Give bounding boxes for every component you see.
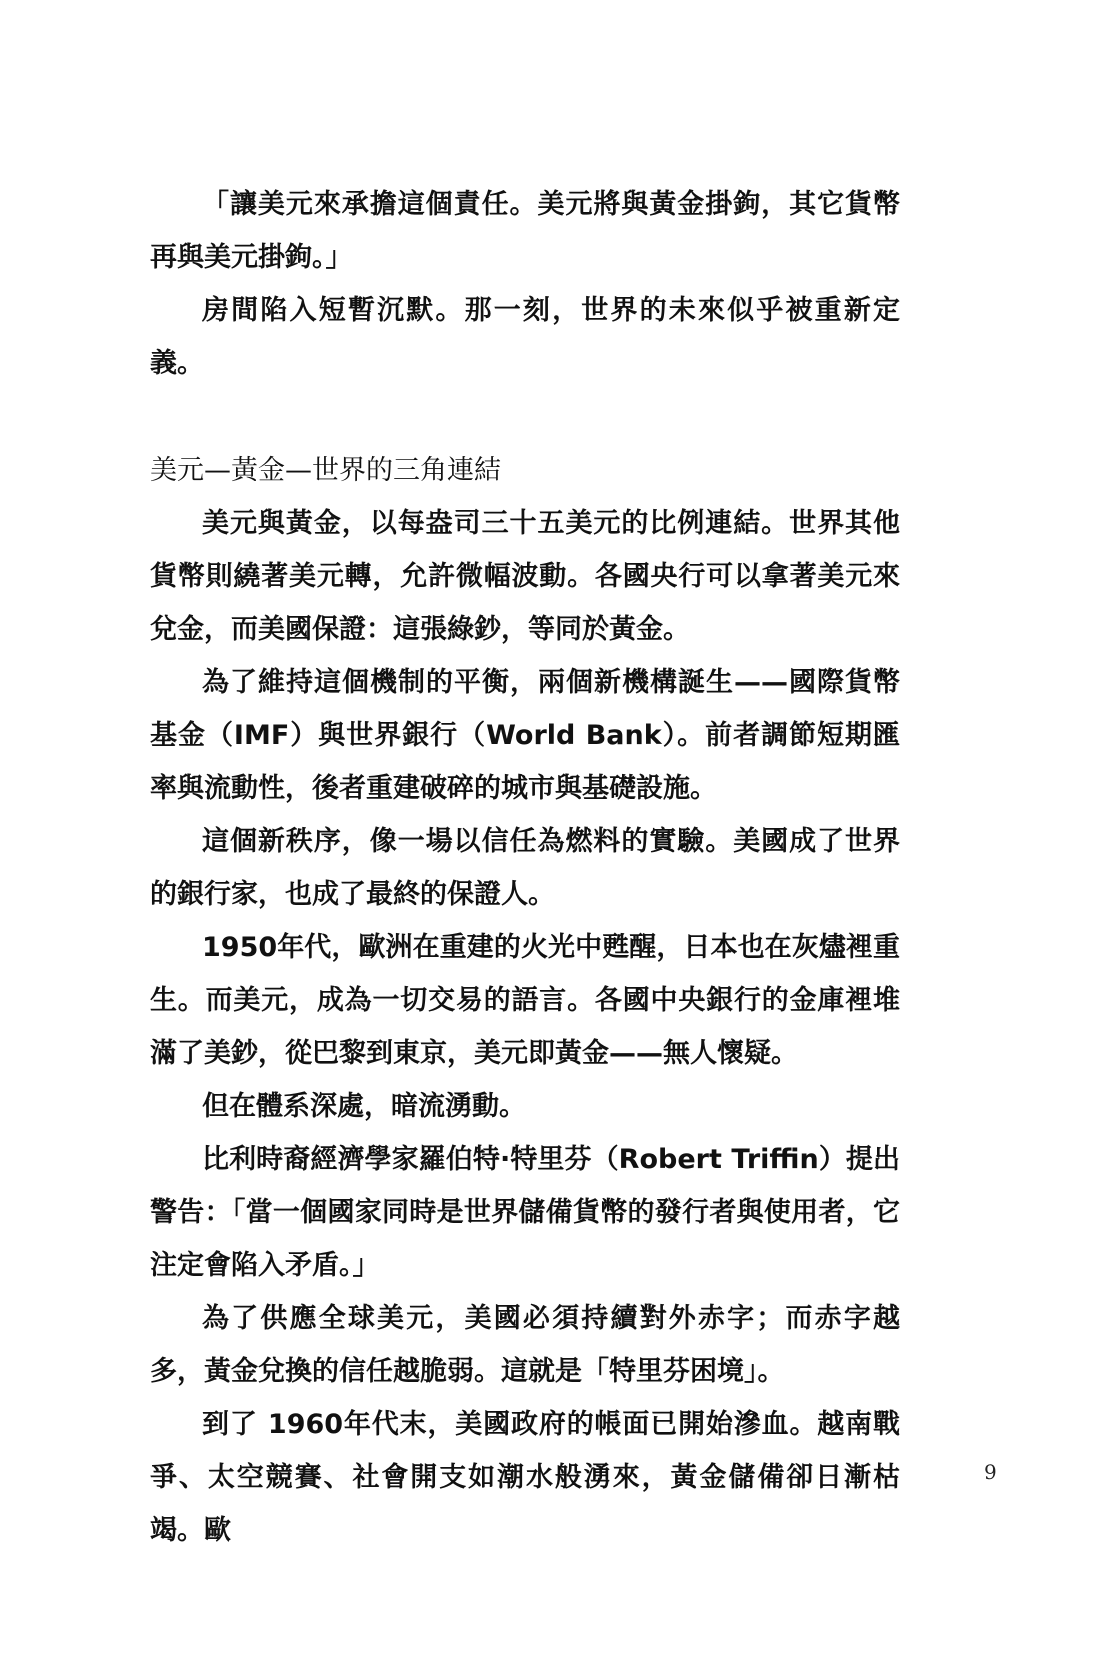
paragraph-triffin-dilemma: 為了供應全球美元，美國必須持續對外赤字；而赤字越多，黃金兌換的信任越脆弱。這就是「特里芬困境」。 bbox=[150, 1303, 900, 1387]
paragraph-1950s: 1950年代，歐洲在重建的火光中甦醒，日本也在灰燼裡重生。而美元，成為一切交易的語言。各國中央銀行的金庫裡堆滿了美鈔，從巴黎到東京，美元即黃金——無人懷疑。 bbox=[150, 932, 900, 1069]
page-number: 9 bbox=[984, 1460, 997, 1484]
paragraph-new-order: 這個新秩序，像一場以信任為燃料的實驗。美國成了世界的銀行家，也成了最終的保證人。 bbox=[150, 826, 900, 910]
paragraph-undercurrent: 但在體系深處，暗流湧動。 bbox=[202, 1091, 526, 1122]
triffin-quote: 「當一個國家同時是世界儲備貨幣的發行者與使用者，它注定會陷入矛盾。」 bbox=[150, 1197, 901, 1281]
section-heading: 美元—黃金—世界的三角連結 bbox=[150, 455, 501, 486]
triffin-intro: 比利時裔經濟學家羅伯特·特里芬（Robert Triffin）提出警告： bbox=[150, 1144, 900, 1228]
paragraph-dollar-responsibility: 「讓美元來承擔這個責任。美元將與黃金掛鉤，其它貨幣再與美元掛鉤。」 bbox=[150, 189, 900, 273]
body-text bbox=[150, 178, 900, 1557]
paragraph-imf-worldbank: 為了維持這個機制的平衡，兩個新機構誕生——國際貨幣基金（IMF）與世界銀行（World Bank）。前者調節短期匯率與流動性，後者重建破碎的城市與基礎設施。 bbox=[150, 667, 900, 804]
paragraph-room-silence: 房間陷入短暫沉默。那一刻，世界的未來似乎被重新定義。 bbox=[150, 295, 900, 379]
paragraph-gold-link: 美元與黃金，以每盎司三十五美元的比例連結。世界其他貨幣則繞著美元轉，允許微幅波動。各國央行可以拿著美元來兌金，而美國保證：這張綠鈔，等同於黃金。 bbox=[150, 508, 900, 645]
paragraph-triffin-warning bbox=[150, 1133, 900, 1292]
paragraph-1960s: 到了 1960年代末，美國政府的帳面已開始滲血。越南戰爭、太空競賽、社會開支如潮水般湧來，黃金儲備卻日漸枯竭。歐 bbox=[150, 1409, 900, 1546]
